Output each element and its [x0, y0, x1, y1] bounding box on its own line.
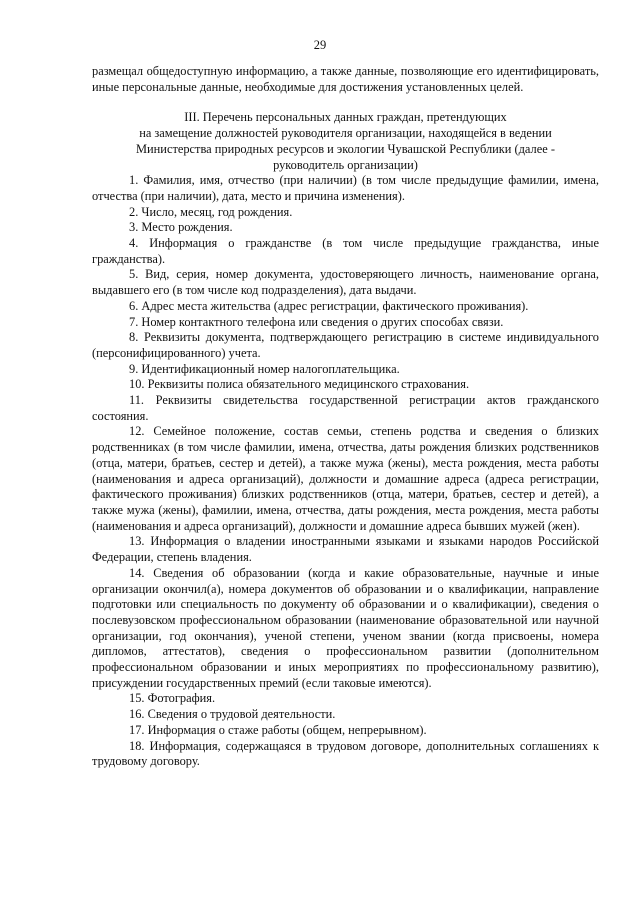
page-number: 29: [313, 38, 327, 52]
list-item: 5. Вид, серия, номер документа, удостоверяющего личность, наименование органа, выдавшего его (в том числе код подразделения), дата выдачи.: [92, 267, 599, 298]
list-item: 14. Сведения об образовании (когда и какие образовательные, научные и иные организации окончил(а), номера документов об образовании и о квалификации, направление подготовки или специальность по документу об образовании и о квалификации), сведения о послевузовском профессиональном образовании (наименование образовательной или научной организации, год окончания), ученой степени, ученом звании (когда присвоены, номера дипломов, аттестатов), сведения о профессиональном развитии (дополнительном профессиональном образовании и иных мероприятиях по профессиональному развитию), присуждении государственных премий (если таковые имеются).: [92, 565, 599, 690]
list-item: 8. Реквизиты документа, подтверждающего регистрацию в системе индивидуального (персонифицированного) учета.: [92, 330, 599, 360]
list-item: 15. Фотография.: [129, 691, 216, 706]
list-item: 3. Место рождения.: [129, 220, 233, 235]
section-title-line: на замещение должностей руководителя организации, находящейся в ведении: [139, 126, 552, 141]
list-item: 9. Идентификационный номер налогоплательщика.: [129, 361, 400, 376]
list-item: 11. Реквизиты свидетельства государственной регистрации актов гражданского состояния.: [92, 393, 599, 423]
list-item: 7. Номер контактного телефона или сведения о других способах связи.: [129, 314, 504, 329]
section-title: [92, 110, 599, 173]
list-item: 18. Информация, содержащаяся в трудовом договоре, дополнительных соглашениях к трудовому договору.: [92, 738, 599, 769]
intro-paragraph: размещал общедоступную информацию, а также данные, позволяющие его идентифицировать, иные персональные данные, необходимые для достижения установленных целей.: [92, 64, 599, 94]
list-item: 2. Число, месяц, год рождения.: [129, 204, 293, 219]
list-item: 6. Адрес места жительства (адрес регистрации, фактического проживания).: [129, 298, 529, 313]
list-item: 1. Фамилия, имя, отчество (при наличии) (в том числе предыдущие фамилии, имена, отчества (при наличии), дата, место и причина изменения).: [92, 173, 599, 203]
document-body: [92, 64, 599, 770]
list-item: 12. Семейное положение, состав семьи, степень родства и сведения о близких родственниках (в том числе фамилии, имена, отчества, даты рождения близких родственников (отца, матери, братьев, сестер и детей), а также мужа (жены), места рождения, места работы (наименования и адреса организаций), должности и домашние адреса (адреса регистрации, фактического проживания) близких родственников (отца, матери, братьев, сестер и детей), а также мужа (жены), фамилии, имена, отчества, даты рождения, места рождения, места работы (наименования и адреса организаций), должности и домашние адреса бывших мужей (жен).: [92, 424, 599, 533]
list-item: 16. Сведения о трудовой деятельности.: [129, 707, 336, 722]
list-item: 13. Информация о владении иностранными языками и языками народов Российской Федерации, степень владения.: [92, 534, 599, 565]
section-title-line: III. Перечень персональных данных граждан, претендующих: [184, 110, 507, 125]
list-item: 10. Реквизиты полиса обязательного медицинского страхования.: [129, 377, 470, 392]
list-item: 17. Информация о стаже работы (общем, непрерывном).: [129, 722, 427, 737]
list-item: 4. Информация о гражданстве (в том числе предыдущие гражданства, иные гражданства).: [92, 236, 599, 266]
section-title-line: руководитель организации): [273, 157, 418, 172]
section-title-line: Министерства природных ресурсов и экологии Чувашской Республики (далее -: [136, 141, 555, 156]
